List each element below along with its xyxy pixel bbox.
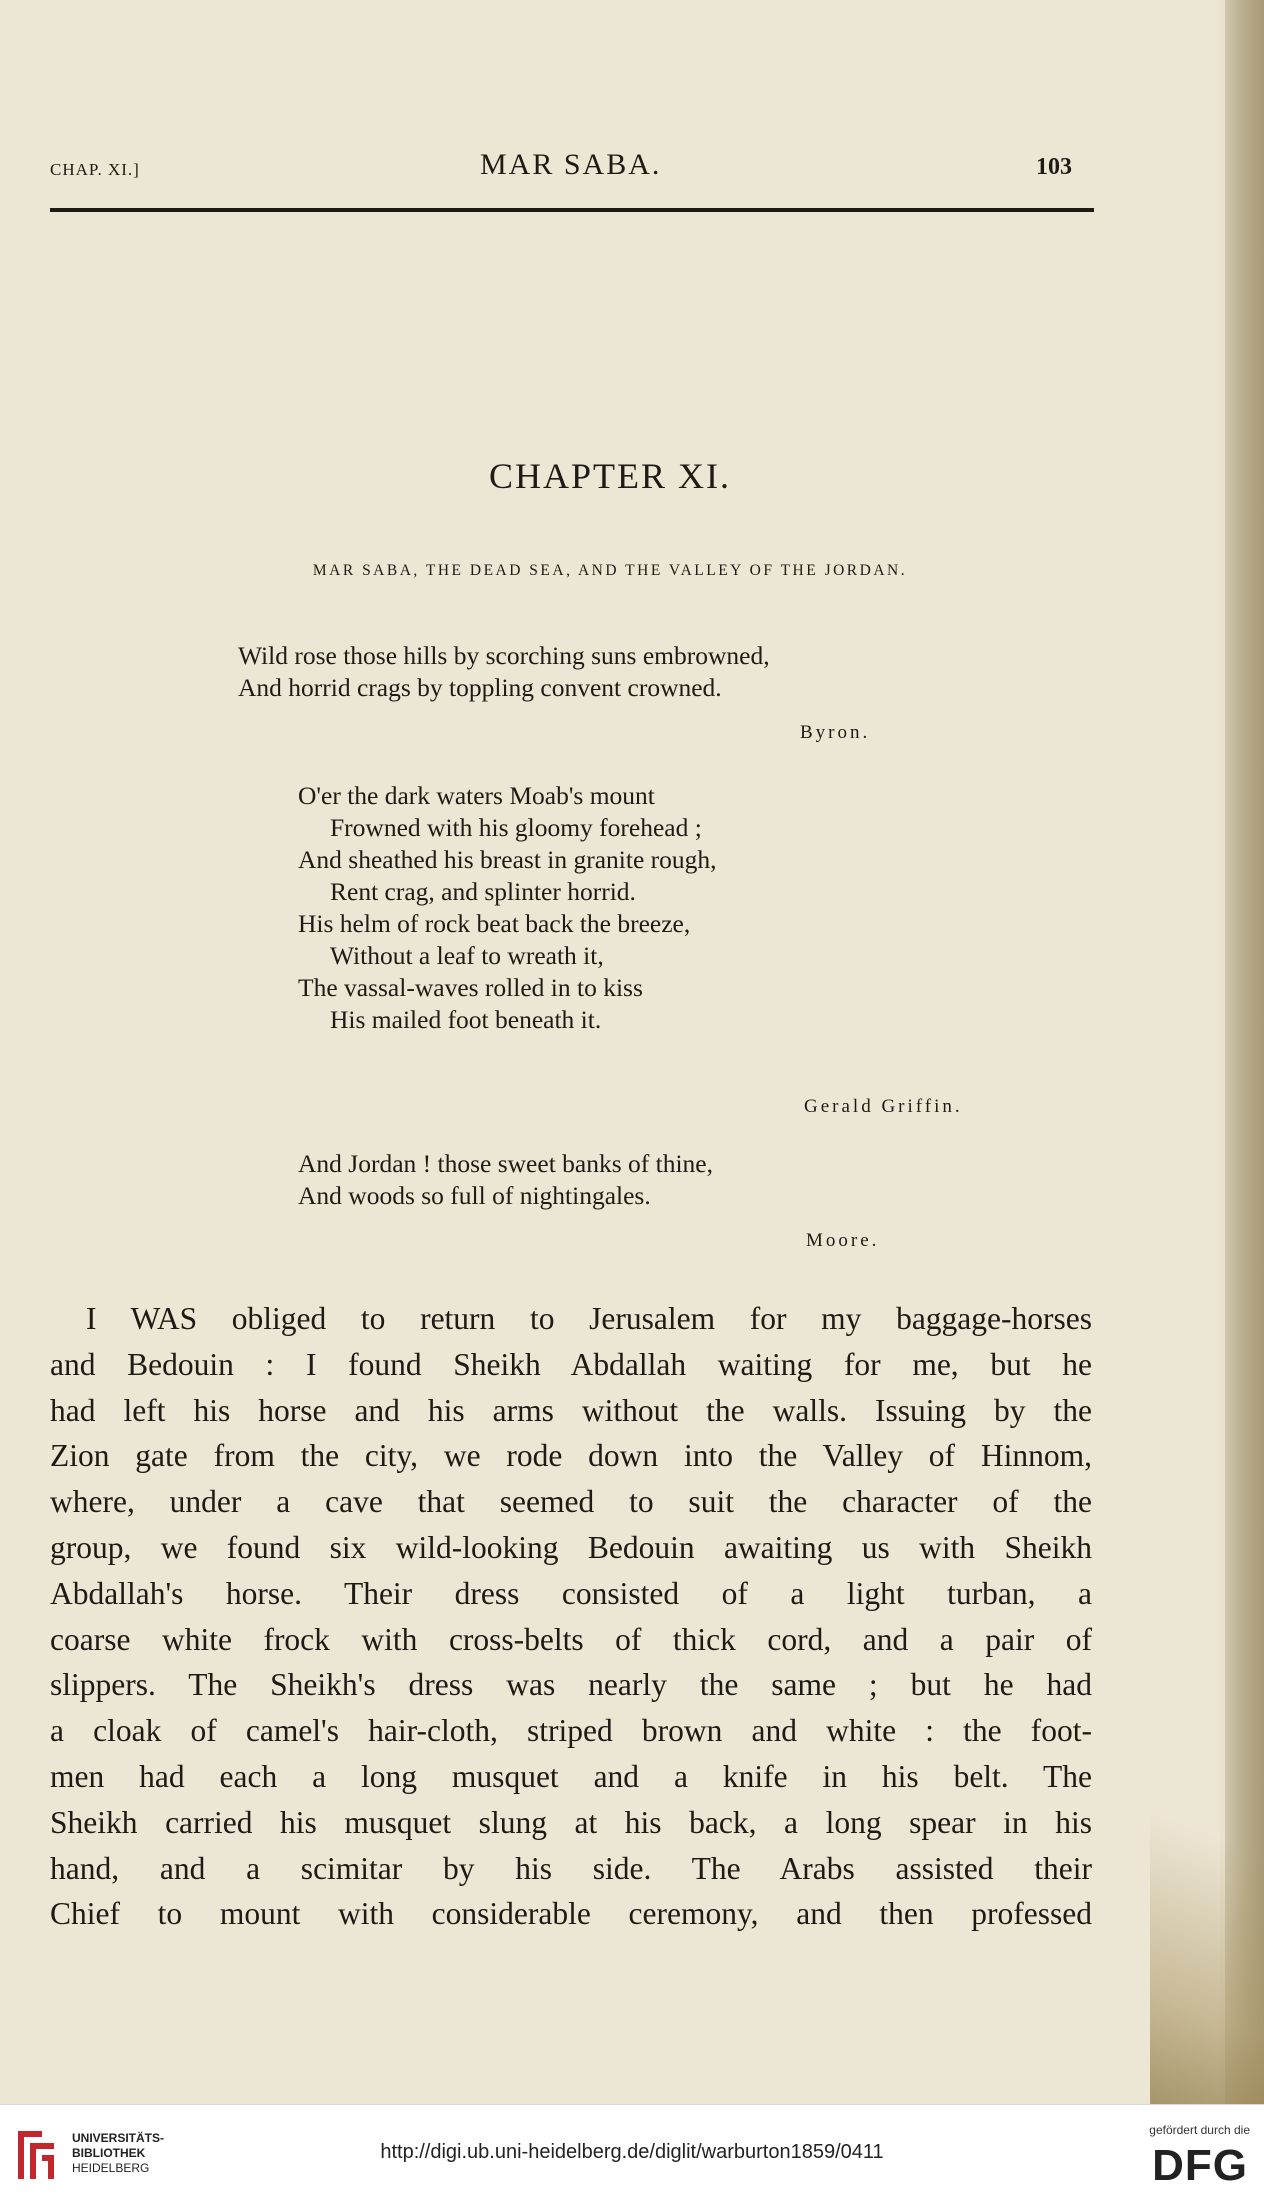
body-line: Zion gate from the city, we rode down into the Valley of Hinnom, [50, 1438, 1092, 1474]
verse-line: The vassal-waves rolled in to kiss [298, 973, 643, 1002]
funding-note: gefördert durch die [1149, 2123, 1250, 2137]
verse-line: Without a leaf to wreath it, [330, 941, 604, 970]
epigraph-author: Moore. [806, 1230, 880, 1251]
verse-line: And horrid crags by toppling convent crowned. [238, 673, 722, 702]
body-line: group, we found six wild-looking Bedouin awaiting us with Sheikh [50, 1529, 1092, 1565]
body-line: slippers. The Sheikh's dress was nearly the same ; but he had [50, 1667, 1092, 1703]
library-name-line: HEIDELBERG [72, 2161, 150, 2175]
body-line: Sheikh carried his musquet slung at his back, a long spear in his [50, 1804, 1092, 1840]
body-line: coarse white frock with cross-belts of thick cord, and a pair of [50, 1621, 1092, 1657]
library-name-line: BIBLIOTHEK [72, 2146, 146, 2160]
body-line: Chief to mount with considerable ceremony, and then professed [50, 1896, 1092, 1932]
verse-line: Frowned with his gloomy forehead ; [330, 813, 702, 842]
body-paragraph [50, 1296, 1092, 1937]
verse-line: And sheathed his breast in granite rough, [298, 845, 717, 874]
page-number: 103 [1036, 154, 1072, 180]
epigraph-moore [298, 1148, 713, 1212]
verse-line: And Jordan ! those sweet banks of thine, [298, 1149, 713, 1178]
body-line: and Bedouin : I found Sheikh Abdallah waiting for me, but he [50, 1346, 1092, 1382]
permalink-url[interactable]: http://digi.ub.uni-heidelberg.de/diglit/warburton1859/0411 [380, 2141, 884, 2163]
body-line: where, under a cave that seemed to suit the character of the [50, 1484, 1092, 1520]
running-head [0, 148, 1220, 188]
body-line: Abdallah's horse. Their dress consisted of a light turban, a [50, 1575, 1092, 1611]
verse-line: Wild rose those hills by scorching suns embrowned, [238, 641, 770, 670]
body-line: I WAS obliged to return to Jerusalem for my baggage-horses [86, 1301, 1092, 1336]
epigraph-author: Gerald Griffin. [804, 1096, 963, 1117]
verse-line: His helm of rock beat back the breeze, [298, 909, 691, 938]
viewer-footer [0, 2104, 1264, 2201]
body-line: a cloak of camel's hair-cloth, striped brown and white : the foot- [50, 1713, 1092, 1749]
body-line: had left his horse and his arms without the walls. Issuing by the [50, 1392, 1092, 1428]
page-corner-shadow [1150, 1780, 1264, 2104]
verse-line: His mailed foot beneath it. [330, 1005, 602, 1034]
chapter-subtitle: MAR SABA, THE DEAD SEA, AND THE VALLEY OF THE JORDAN. [312, 562, 908, 579]
verse-line: And woods so full of nightingales. [298, 1181, 651, 1210]
running-head-chapter: CHAP. XI.] [50, 160, 140, 179]
epigraph-griffin [298, 780, 717, 1036]
body-line: men had each a long musquet and a knife in his belt. The [50, 1758, 1092, 1794]
dfg-logo: DFG [1152, 2141, 1248, 2190]
chapter-title: CHAPTER XI. [488, 456, 731, 496]
epigraph-byron [238, 640, 770, 704]
verse-line: Rent crag, and splinter horrid. [330, 877, 636, 906]
epigraph-author: Byron. [800, 722, 871, 743]
header-rule [50, 208, 1094, 212]
body-line: hand, and a scimitar by his side. The Arabs assisted their [50, 1850, 1092, 1886]
library-name-line: UNIVERSITÄTS- [72, 2131, 165, 2145]
verse-line: O'er the dark waters Moab's mount [298, 781, 655, 810]
running-head-title: MAR SABA. [480, 148, 662, 181]
